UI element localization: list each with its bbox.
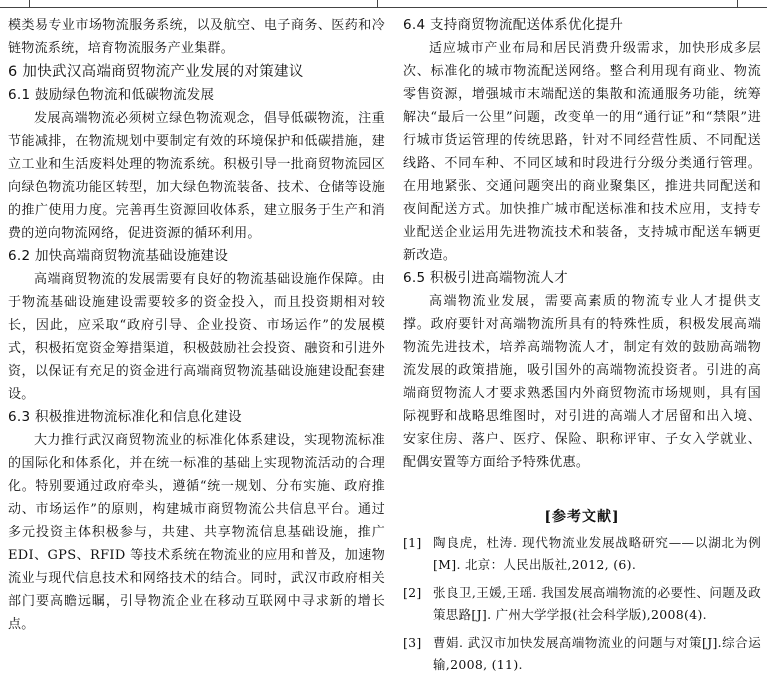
subsection-body-6-3: 大力推行武汉商贸物流业的标准化体系建设，实现物流标准的国际化和体系化，并在统一标准的基础上实现物流活动的合理化。特别要通过政府牵头，遵循“统一规划、分布实施、政府推动、市场运作”的原则，构建城市商贸物流公共信息平台。通过多元投资主体积极参与，共建、共享物流信息基础设施，推广 EDI、GPS、RFID 等技术系统在物流业的应用和普及，加速物流业与现代信息技术和网络技术的结合。同时，武汉市政府相关部门要高瞻远瞩，引导物流企业在移动互联网中寻求新的增长点。 <box>8 433 385 632</box>
page-top-rule <box>0 0 767 8</box>
reference-text: 陶良虎，杜涛. 现代物流业发展战略研究——以湖北为例[M]. 北京：人民出版社,2012, (6). <box>433 535 761 572</box>
rule-tick <box>377 0 378 7</box>
subsection-heading-6-4: 6.4 支持商贸物流配送体系优化提升 <box>403 17 624 33</box>
reference-number: [3] <box>403 635 422 650</box>
section-title: 6 加快武汉高端商贸物流产业发展的对策建议 <box>8 64 304 80</box>
subsection-heading-6-1: 6.1 鼓励绿色物流和低碳物流发展 <box>8 87 215 103</box>
subsection-body-6-2: 高端商贸物流的发展需要有良好的物流基础设施作保障。由于物流基础设施建设需要较多的资金投入，而且投资期相对较长，因此，应采取“政府引导、企业投资、市场运作”的发展模式，积极拓宽资金筹措渠道，积极鼓励社会投资、融资和引进外资，以保证有充足的资金进行高端商贸物流基础设施建设配套建设。 <box>8 272 385 402</box>
rule-tick <box>737 0 738 7</box>
left-column <box>8 14 385 636</box>
rule-tick <box>29 0 30 7</box>
continued-paragraph: 模类易专业市场物流服务系统，以及航空、电子商务、医药和冷链物流系统，培育物流服务产业集群。 <box>8 18 385 56</box>
subsection-body-6-1: 发展高端物流必须树立绿色物流观念，倡导低碳物流，注重节能减排，在物流规划中要制定有效的环境保护和低碳措施，建立工业和生活废料处理的物流系统。积极引导一批商贸物流园区向绿色物流功能区转型，加大绿色物流装备、技术、仓储等设施的推广使用力度。完善再生资源回收体系，建立服务于生产和消费的逆向物流网络，促进资源的循环利用。 <box>8 111 385 241</box>
reference-number: [1] <box>403 535 422 550</box>
subsection-body-6-5: 高端物流业发展，需要高素质的物流专业人才提供支撑。政府要针对高端物流所具有的特殊性质，积极发展高端物流先进技术，培养高端物流人才，制定有效的鼓励高端物流发展的政策措施，吸引国外的高端物流投资者。引进的高端商贸物流人才要求熟悉国内外商贸物流市场规则，具有国际视野和战略思维图时，对引进的高端人才居留和出入境、安家住房、落户、医疗、保险、职称评审、子女入学就业、配偶安置等方面给予特殊优惠。 <box>403 294 761 470</box>
subsection-heading-6-5: 6.5 积极引进高端物流人才 <box>403 270 568 286</box>
reference-text: 张良卫,王媛,王瑶. 我国发展高端物流的必要性、问题及政策思路[J]. 广州大学学报(社会科学版),2008(4). <box>433 585 761 622</box>
subsection-heading-6-3: 6.3 积极推进物流标准化和信息化建设 <box>8 409 242 425</box>
references-title: [参考文献] <box>544 509 620 525</box>
reference-number: [2] <box>403 585 422 600</box>
reference-text: 曹娟. 武汉市加快发展高端物流业的问题与对策[J].综合运输,2008, (11). <box>433 635 761 672</box>
subsection-body-6-4: 适应城市产业布局和居民消费升级需求，加快形成多层次、标准化的城市物流配送网络。整合利用现有商业、物流零售资源，增强城市末端配送的集散和流通服务功能，统筹解决“最后一公里”问题，改变单一的用“通行证”和“禁限”进行城市货运管理的传统思路，针对不同经营性质、不同配送线路、不同车种、不同区域和时段进行分级分类通行管理。在用地紧张、交通问题突出的商业聚集区，推进共同配送和夜间配送方式。加快推广城市配送标准和技术应用，支持专业配送企业运用先进物流技术和装备，支持城市配送车辆更新改造。 <box>403 41 761 263</box>
reference-item <box>403 532 761 576</box>
reference-item <box>403 582 761 626</box>
right-column <box>403 14 761 682</box>
references-spacer <box>403 474 761 504</box>
reference-item <box>403 632 761 676</box>
subsection-heading-6-2: 6.2 加快高端商贸物流基础设施建设 <box>8 248 229 264</box>
